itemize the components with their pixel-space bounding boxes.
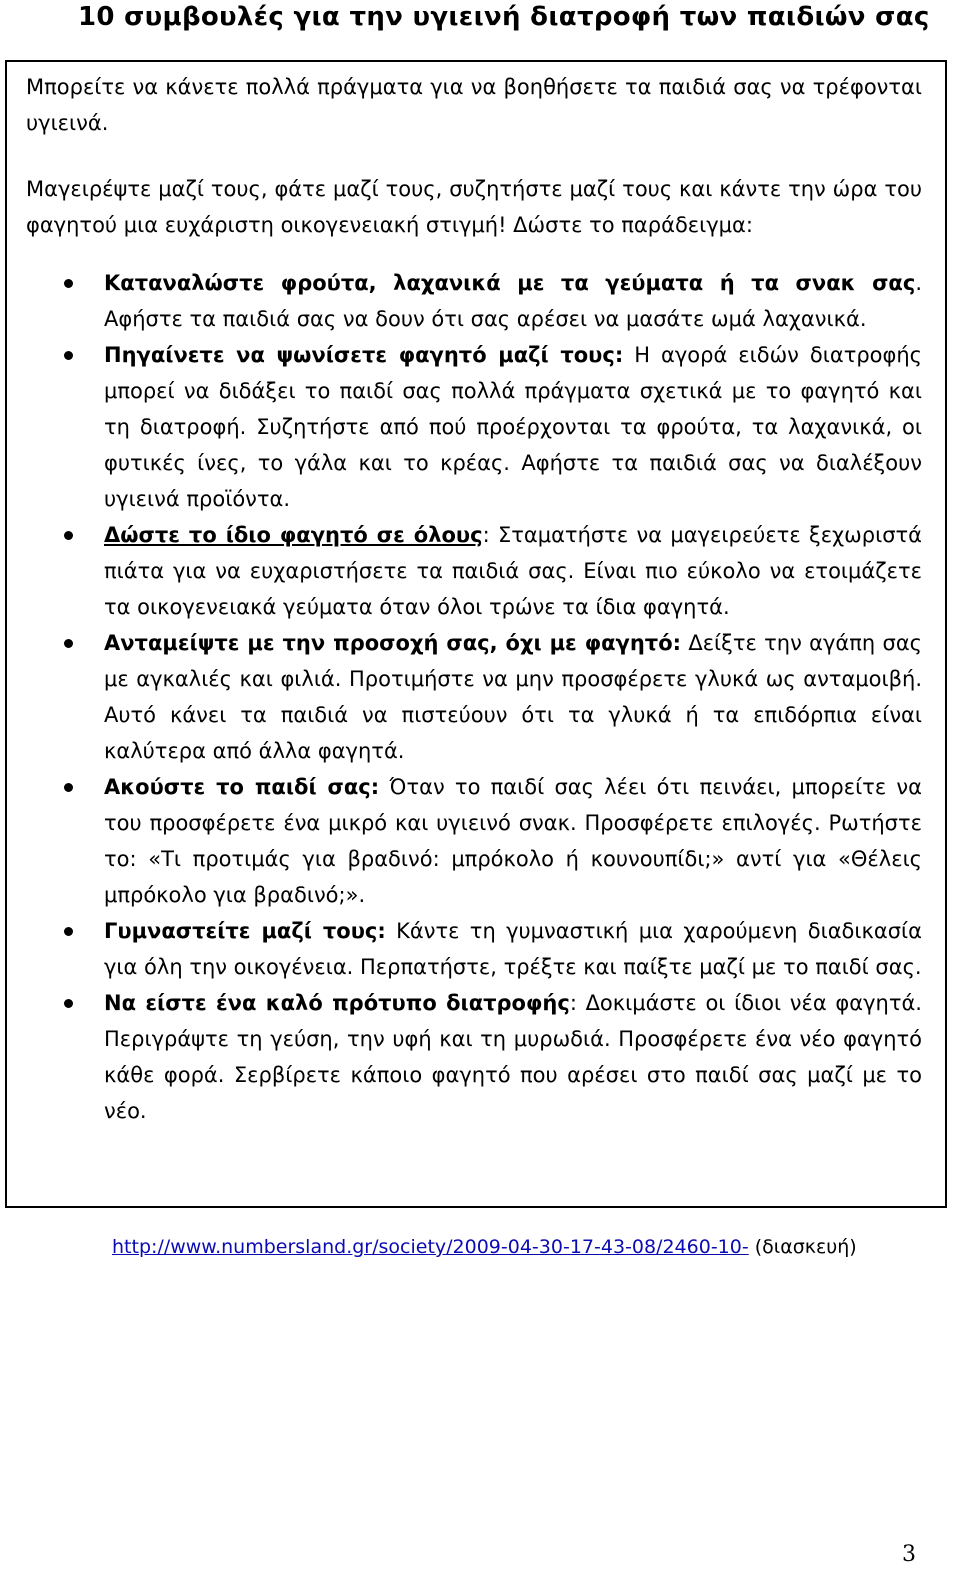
tip-title: Καταναλώστε φρούτα, λαχανικά με τα γεύματα ή τα σνακ σας — [104, 271, 916, 295]
bullet-icon — [64, 639, 73, 648]
tip-item — [26, 913, 922, 985]
source-note: (διασκευή) — [748, 1236, 857, 1258]
tip-title: Να είστε ένα καλό πρότυπο διατροφής — [104, 991, 570, 1015]
source-link[interactable]: http://www.numbersland.gr/society/2009-04-30-17-43-08/2460-10- — [112, 1236, 749, 1258]
bullet-icon — [64, 927, 73, 936]
source-line — [112, 1236, 857, 1258]
tip-text: Κάντε τη γυμναστική μια χαρούμενη διαδικασία για όλη την οικογένεια. Περπατήστε, τρέξτε και παίξτε μαζί με το παιδί σας. — [104, 919, 922, 979]
tip-item — [26, 337, 922, 517]
intro-paragraph: Μπορείτε να κάνετε πολλά πράγματα για να βοηθήσετε τα παιδιά σας να τρέφονται υγιεινά. — [26, 75, 922, 135]
bullet-icon — [64, 351, 73, 360]
tip-title: Πηγαίνετε να ψωνίσετε φαγητό μαζί τους: — [104, 343, 624, 367]
tip-text: : Δοκιμάστε οι ίδιοι νέα φαγητά. Περιγράψτε τη γεύση, την υφή και τη μυρωδιά. Προσφέρετε ένα νέο φαγητό κάθε φορά. Σερβίρετε κάποιο φαγητό που αρέσει στο παιδί σας μαζί με το νέο. — [104, 991, 922, 1123]
intro-paragraph: Μαγειρέψτε μαζί τους, φάτε μαζί τους, συζητήστε μαζί τους και κάντε την ώρα του φαγητού μια ευχάριστη οικογενειακή στιγμή! Δώστε το παράδειγμα: — [26, 177, 922, 237]
page-number: 3 — [902, 1542, 916, 1567]
tip-title: Δώστε το ίδιο φαγητό σε όλους — [104, 523, 483, 547]
tip-text: Δείξτε την αγάπη σας με αγκαλιές και φιλιά. Προτιμήστε να μην προσφέρετε γλυκά ως ανταμοιβή. Αυτό κάνει τα παιδιά να πιστεύουν ότι τα γλυκά ή τα επιδόρπια είναι καλύτερα από άλλα φαγητά. — [104, 631, 922, 763]
tip-title: Γυμναστείτε μαζί τους: — [104, 919, 386, 943]
tips-box — [5, 60, 947, 1208]
tip-item — [26, 265, 922, 337]
tip-item — [26, 517, 922, 625]
bullet-icon — [64, 783, 73, 792]
tip-text: Όταν το παιδί σας λέει ότι πεινάει, μπορείτε να του προσφέρετε ένα μικρό και υγιεινό σνακ. Προσφέρετε επιλογές. Ρωτήστε το: «Τι προτιμάς για βραδινό: μπρόκολο ή κουνουπίδι;» αντί για «Θέλεις μπρόκολο για βραδινό;». — [104, 775, 922, 907]
tip-text: : Σταματήστε να μαγειρεύετε ξεχωριστά πιάτα για να ευχαριστήσετε τα παιδιά σας. Είναι πιο εύκολο να ετοιμάζετε τα οικογενειακά γεύματα όταν όλοι τρώνε τα ίδια φαγητά. — [104, 523, 922, 619]
tip-title: Ανταμείψτε με την προσοχή σας, όχι με φαγητό: — [104, 631, 682, 655]
tip-item — [26, 985, 922, 1129]
tip-title: Ακούστε το παιδί σας: — [104, 775, 380, 799]
page-title: 10 συμβουλές για την υγιεινή διατροφή των παιδιών σας — [78, 2, 930, 32]
tip-text: Η αγορά ειδών διατροφής μπορεί να διδάξει το παιδί σας πολλά πράγματα σχετικά με το φαγητό και τη διατροφή. Συζητήστε από πού προέρχονται τα φρούτα, τα λαχανικά, οι φυτικές ίνες, το γάλα και το κρέας. Αφήστε τα παιδιά σας να διαλέξουν υγιεινά προϊόντα. — [104, 343, 923, 511]
tips-list — [26, 265, 922, 1129]
tip-item — [26, 625, 922, 769]
tips-box-content — [26, 69, 922, 1129]
bullet-icon — [64, 999, 73, 1008]
tip-text: . Αφήστε τα παιδιά σας να δουν ότι σας αρέσει να μασάτε ωμά λαχανικά. — [104, 271, 922, 331]
bullet-icon — [64, 279, 73, 288]
bullet-icon — [64, 531, 73, 540]
tip-item — [26, 769, 922, 913]
